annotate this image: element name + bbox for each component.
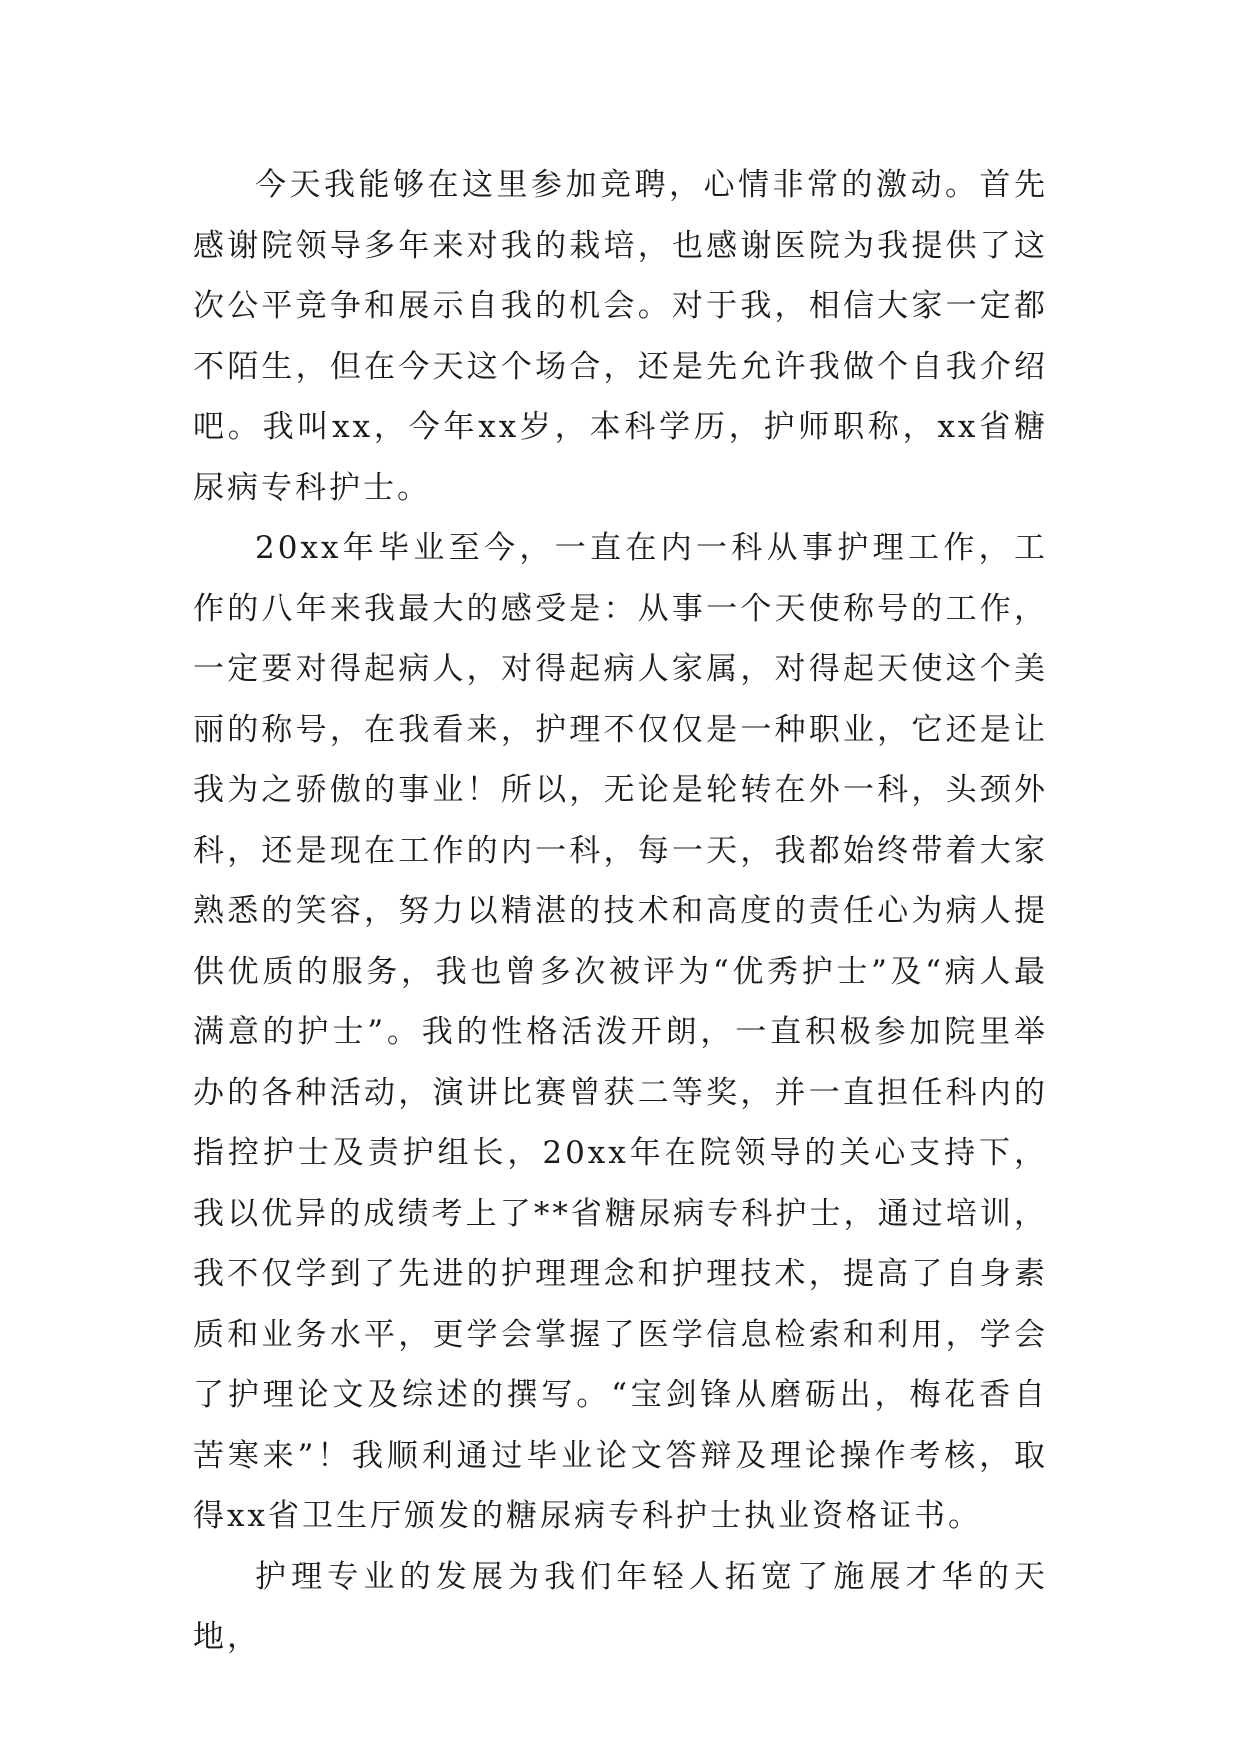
paragraph-work-experience: 20xx年毕业至今，一直在内一科从事护理工作，工作的八年来我最大的感受是：从事一个天使称号的工作，一定要对得起病人，对得起病人家属，对得起天使这个美丽的称号，在我看来，护理不仅仅是一种职业，它还是让我为之骄傲的事业！所以，无论是轮转在外一科，头颈外科，还是现在工作的内一科，每一天，我都始终带着大家熟悉的笑容，努力以精湛的技术和高度的责任心为病人提供优质的服务，我也曾多次被评为“优秀护士”及“病人最满意的护士”。我的性格活泼开朗，一直积极参加院里举办的各种活动，演讲比赛曾获二等奖，并一直担任科内的指控护士及责护组长，20xx年在院领导的关心支持下，我以优异的成绩考上了**省糖尿病专科护士，通过培训，我不仅学到了先进的护理理念和护理技术，提高了自身素质和业务水平，更学会掌握了医学信息检索和利用，学会了护理论文及综述的撰写。“宝剑锋从磨砺出，梅花香自苦寒来”！我顺利通过毕业论文答辩及理论操作考核，取得xx省卫生厅颁发的糖尿病专科护士执业资格证书。 bbox=[193, 530, 1048, 1534]
document-body bbox=[193, 155, 1048, 1668]
paragraph-introduction: 今天我能够在这里参加竞聘，心情非常的激动。首先感谢院领导多年来对我的栽培，也感谢医院为我提供了这次公平竞争和展示自我的机会。对于我，相信大家一定都不陌生，但在今天这个场合，还是先允许我做个自我介绍吧。我叫xx，今年xx岁，本科学历，护师职称，xx省糖尿病专科护士。 bbox=[193, 167, 1048, 506]
paragraph-nursing-development: 护理专业的发展为我们年轻人拓宽了施展才华的天地， bbox=[193, 1558, 1048, 1655]
